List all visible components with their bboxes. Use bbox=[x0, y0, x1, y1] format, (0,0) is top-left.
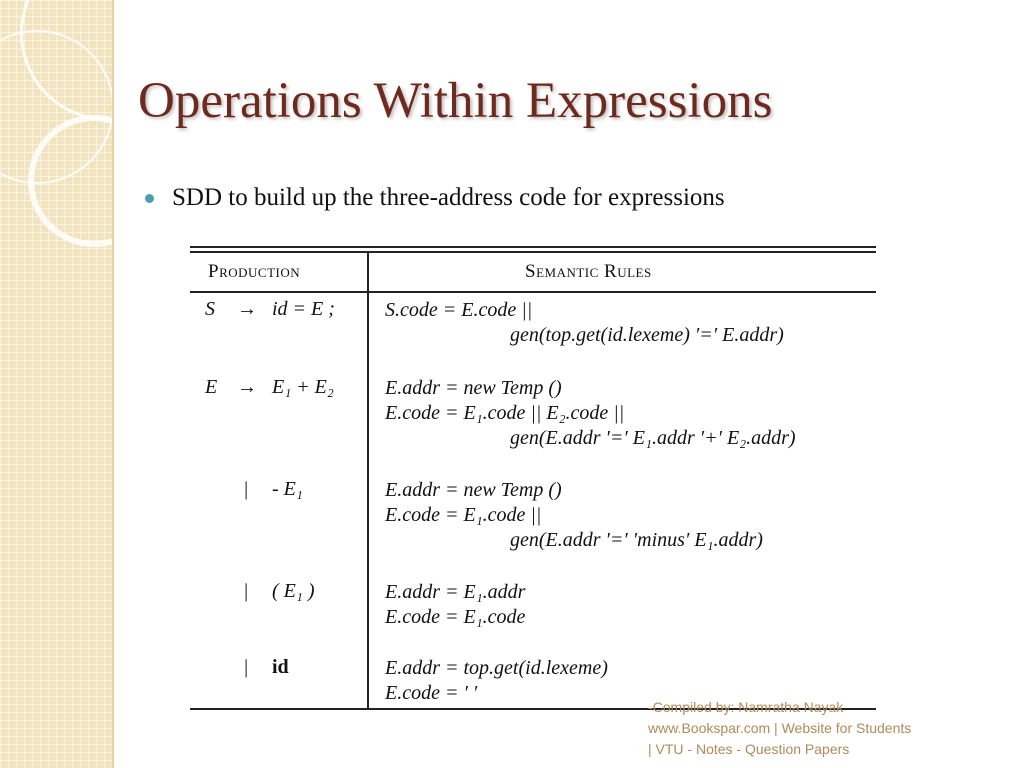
table-rule bbox=[190, 291, 876, 293]
production-rhs: ( E₁ ) bbox=[272, 580, 315, 602]
production-alternative-bar: | bbox=[243, 580, 249, 602]
sdd-table bbox=[190, 246, 876, 710]
bullet-item bbox=[145, 184, 725, 212]
semantic-rule: E.addr = new Temp () bbox=[385, 377, 562, 399]
bullet-dot-icon bbox=[145, 194, 154, 203]
footer-line: -Compiled by: Namratha Nayak bbox=[648, 699, 844, 715]
semantic-rule: gen(E.addr ′=′ ′minus′ E₁.addr) bbox=[510, 529, 763, 551]
semantic-rule: S.code = E.code || bbox=[385, 299, 533, 321]
semantic-rule: E.addr = E₁.addr bbox=[385, 581, 526, 603]
semantic-rule: E.code = E₁.code || E₂.code || bbox=[385, 402, 625, 424]
semantic-rules-cell bbox=[385, 580, 525, 630]
table-rule bbox=[190, 246, 876, 248]
footer-credits bbox=[648, 697, 911, 760]
bullet-text: SDD to build up the three-address code for expressions bbox=[172, 184, 725, 211]
production-rhs: E₁ + E₂ bbox=[272, 376, 334, 398]
semantic-rule: E.addr = new Temp () bbox=[385, 479, 562, 501]
production-rhs: id = E ; bbox=[272, 298, 335, 320]
decorative-circle bbox=[28, 115, 160, 247]
semantic-rule: gen(top.get(id.lexeme) ′=′ E.addr) bbox=[510, 324, 784, 346]
slide-title: Operations Within Expressions bbox=[138, 73, 773, 129]
footer-line: www.Bookspar.com | Website for Students bbox=[648, 720, 912, 736]
header-production: Production bbox=[208, 261, 301, 282]
strip-edge-divider bbox=[112, 0, 114, 768]
production-arrow: → bbox=[237, 376, 257, 398]
production-rhs: id bbox=[272, 656, 289, 678]
semantic-rules-cell bbox=[385, 376, 796, 451]
production-arrow: → bbox=[237, 298, 257, 320]
production-lhs: E bbox=[205, 376, 218, 398]
decorative-side-strip bbox=[0, 0, 112, 768]
column-divider bbox=[367, 251, 369, 708]
semantic-rule: gen(E.addr ′=′ E₁.addr ′+′ E₂.addr) bbox=[510, 427, 796, 449]
semantic-rule: E.addr = top.get(id.lexeme) bbox=[385, 657, 608, 679]
production-rhs: - E₁ bbox=[272, 478, 303, 500]
table-rule bbox=[190, 251, 876, 253]
semantic-rule: E.code = ′ ′ bbox=[385, 682, 478, 704]
production-alternative-bar: | bbox=[243, 478, 249, 500]
production-lhs: S bbox=[205, 298, 215, 320]
semantic-rules-cell bbox=[385, 298, 784, 348]
semantic-rule: E.code = E₁.code || bbox=[385, 504, 542, 526]
semantic-rules-cell bbox=[385, 656, 608, 706]
semantic-rules-cell bbox=[385, 478, 763, 553]
header-semantic-rules: Semantic Rules bbox=[525, 261, 652, 282]
footer-line: | VTU - Notes - Question Papers bbox=[648, 741, 850, 757]
semantic-rule: E.code = E₁.code bbox=[385, 606, 526, 628]
production-alternative-bar: | bbox=[243, 656, 249, 678]
